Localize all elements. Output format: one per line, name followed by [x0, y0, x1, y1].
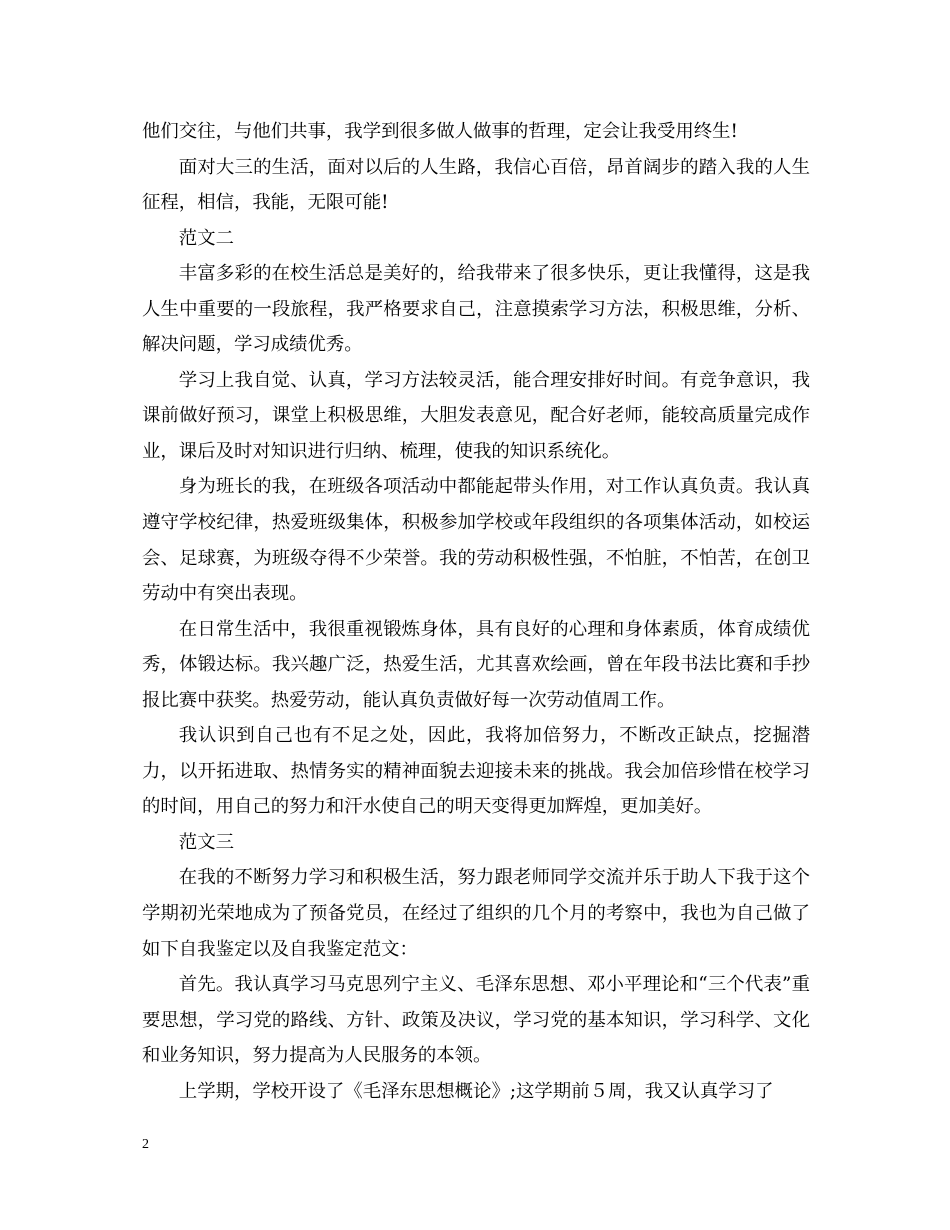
page-number: 2 — [142, 1137, 149, 1152]
paragraph-9: 首先。我认真学习马克思列宁主义、毛泽东思想、邓小平理论和“三个代表”重要思想，学习党的路线、方针、政策及决议，学习党的基本知识，学习科学、文化和业务知识，努力提高为人民服务的本领。 — [142, 974, 810, 1067]
paragraph-2: 面对大三的生活，面对以后的人生路，我信心百倍，昂首阔步的踏入我的人生征程，相信，我能，无限可能! — [142, 156, 810, 214]
paragraph-4: 学习上我自觉、认真，学习方法较灵活，能合理安排好时间。有竞争意识，我课前做好预习，课堂上积极思维，大胆发表意见，配合好老师，能较高质量完成作业，课后及时对知识进行归纳、梳理，使我的知识系统化。 — [142, 369, 810, 462]
paragraph-8: 在我的不断努力学习和积极生活，努力跟老师同学交流并乐于助人下我于这个学期初光荣地成为了预备党员，在经过了组织的几个月的考察中，我也为自己做了如下自我鉴定以及自我鉴定范文： — [142, 867, 810, 960]
section-heading-example-3: 范文三 — [178, 831, 234, 853]
paragraph-7: 我认识到自己也有不足之处，因此，我将加倍努力，不断改正缺点，挖掘潜力，以开拓进取、热情务实的精神面貌去迎接未来的挑战。我会加倍珍惜在校学习的时间，用自己的努力和汗水使自己的明天变得更加辉煌，更加美好。 — [142, 725, 810, 818]
document-body — [142, 114, 810, 1109]
paragraph-3: 丰富多彩的在校生活总是美好的，给我带来了很多快乐，更让我懂得，这是我人生中重要的一段旅程，我严格要求自己，注意摸索学习方法，积极思维，分析、解决问题，学习成绩优秀。 — [142, 263, 810, 356]
paragraph-5: 身为班长的我，在班级各项活动中都能起带头作用，对工作认真负责。我认真遵守学校纪律，热爱班级集体，积极参加学校或年段组织的各项集体活动，如校运会、足球赛，为班级夺得不少荣誉。我的劳动积极性强，不怕脏，不怕苦，在创卫劳动中有突出表现。 — [142, 476, 810, 605]
paragraph-1: 他们交往，与他们共事，我学到很多做人做事的哲理，定会让我受用终生! — [142, 121, 738, 142]
paragraph-6: 在日常生活中，我很重视锻炼身体，具有良好的心理和身体素质，体育成绩优秀，体锻达标。我兴趣广泛，热爱生活，尤其喜欢绘画，曾在年段书法比赛和手抄报比赛中获奖。热爱劳动，能认真负责做好每一次劳动值周工作。 — [142, 618, 810, 711]
paragraph-10: 上学期，学校开设了《毛泽东思想概论》;这学期前５周，我又认真学习了 — [178, 1080, 774, 1102]
section-heading-example-2: 范文二 — [178, 227, 234, 249]
